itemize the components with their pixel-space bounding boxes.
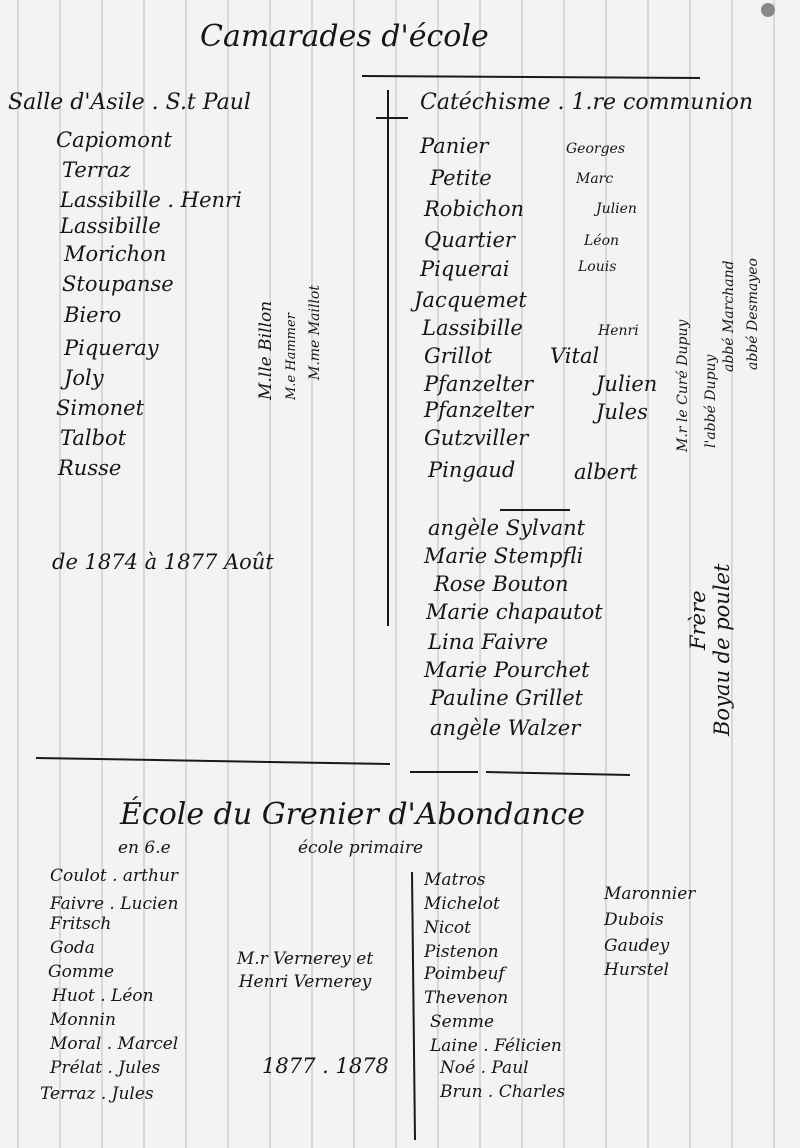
clergy-vertical: abbé Desmayeo (745, 258, 761, 370)
student-name: Faivre . Lucien (50, 894, 179, 914)
student-name: Semme (430, 1012, 495, 1032)
student-name: Brun . Charles (440, 1082, 566, 1102)
student-name: Fritsch (50, 914, 112, 934)
teacher-name: M.r Vernerey et Henri Vernerey (236, 949, 374, 992)
teacher-vertical: M.me Maillot (307, 285, 323, 380)
frere-vertical: Boyau de poulet (710, 563, 734, 736)
name-entry: Russe (58, 456, 122, 480)
girl-name: Marie chapautot (426, 600, 603, 624)
name-entry: Simonet (56, 396, 145, 420)
boy-name: Robichon (424, 197, 525, 221)
student-name: Noé . Paul (440, 1058, 529, 1078)
name-entry: Joly (64, 366, 104, 390)
student-name: Prélat . Jules (50, 1058, 161, 1078)
boy-first-name: Léon (584, 233, 620, 249)
girl-name: Lina Faivre (428, 630, 549, 654)
name-entry: Morichon (64, 242, 167, 266)
ecole-primaire-label: école primaire (298, 838, 424, 858)
teacher-vertical: M.lle Billon (256, 300, 276, 400)
boy-first-name: Henri (598, 323, 639, 339)
boy-name: Pfanzelter (424, 398, 534, 422)
student-name: Terraz . Jules (40, 1084, 154, 1104)
girl-name: Marie Stempfli (424, 544, 584, 568)
boy-first-name: Vital (550, 344, 600, 368)
salle-asile-heading: Salle d'Asile . S.t Paul (8, 90, 251, 115)
name-entry: Piqueray (64, 336, 159, 360)
left-dates: de 1874 à 1877 Août (52, 550, 274, 574)
student-name: Moral . Marcel (50, 1034, 179, 1054)
student-name: Gomme (48, 962, 115, 982)
name-entry: Capiomont (56, 128, 172, 152)
student-name: Maronnier (604, 884, 696, 904)
student-name: Matros (424, 870, 486, 890)
student-name: Poimbeuf (424, 964, 505, 984)
student-name: Coulot . arthur (50, 866, 179, 886)
boy-name: Piquerai (420, 257, 510, 281)
clergy-vertical: abbé Marchand (721, 260, 737, 372)
clergy-vertical: M.r le Curé Dupuy (675, 319, 691, 452)
name-entry: Lassibille (60, 214, 161, 238)
frere-vertical: Frère (686, 590, 710, 650)
student-name: Thevenon (424, 988, 509, 1008)
name-entry: Stoupanse (62, 272, 174, 296)
boy-name: Panier (420, 134, 489, 158)
teacher-vertical: M.e Hammer (284, 313, 299, 400)
student-name: Goda (50, 938, 95, 958)
student-name: Hurstel (604, 960, 669, 980)
bottom-dates: 1877 . 1878 (262, 1054, 389, 1078)
page-title: Camarades d'école (200, 19, 489, 54)
name-entry: Biero (64, 303, 122, 327)
student-name: Gaudey (604, 936, 670, 956)
boy-name: Gutzviller (424, 426, 529, 450)
boy-name: Petite (430, 166, 492, 190)
girl-name: angèle Walzer (430, 716, 581, 740)
boy-first-name: Julien (596, 372, 658, 396)
boy-name: Lassibille (422, 316, 523, 340)
girl-name: angèle Sylvant (428, 516, 586, 540)
student-name: Pistenon (424, 942, 499, 962)
boy-name: Pingaud (428, 458, 516, 482)
student-name: Nicot (424, 918, 471, 938)
boy-first-name: Julien (596, 201, 637, 217)
name-entry: Lassibille . Henri (60, 188, 242, 212)
ecole-heading: École du Grenier d'Abondance (120, 797, 585, 832)
boy-name: Quartier (424, 228, 515, 252)
boy-first-name: Jules (596, 400, 648, 424)
boy-first-name: Louis (578, 259, 617, 275)
boy-name: Pfanzelter (424, 372, 534, 396)
grade-label: en 6.e (118, 838, 171, 858)
boy-first-name: albert (574, 460, 638, 484)
boy-name: Grillot (424, 344, 493, 368)
boy-first-name: Marc (576, 171, 614, 187)
student-name: Laine . Félicien (430, 1036, 562, 1056)
clergy-vertical: l'abbé Dupuy (703, 354, 719, 448)
name-entry: Terraz (62, 158, 131, 182)
student-name: Dubois (604, 910, 664, 930)
girl-name: Marie Pourchet (424, 658, 590, 682)
boy-name: Jacquemet (414, 288, 527, 312)
student-name: Michelot (424, 894, 500, 914)
girl-name: Rose Bouton (434, 572, 569, 596)
student-name: Huot . Léon (52, 986, 154, 1006)
name-entry: Talbot (60, 426, 127, 450)
student-name: Monnin (50, 1010, 116, 1030)
catechisme-heading: Catéchisme . 1.re communion (420, 90, 754, 115)
girl-name: Pauline Grillet (430, 686, 584, 710)
boy-first-name: Georges (566, 141, 626, 157)
